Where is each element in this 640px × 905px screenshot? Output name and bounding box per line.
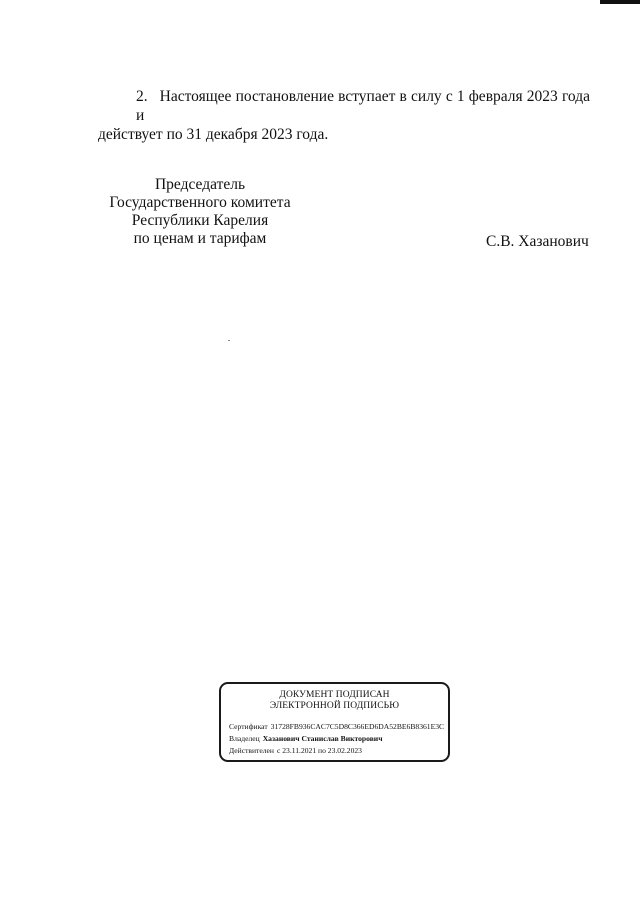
scan-edge-mark <box>600 0 640 4</box>
validity-value: с 23.11.2021 по 23.02.2023 <box>276 746 362 755</box>
clause-text-1: Настоящее постановление вступает в силу с 1 февраля 2023 года и <box>136 88 590 124</box>
signer-position-line: Государственного комитета <box>109 194 291 211</box>
signer-position <box>100 176 300 248</box>
certificate-value: 31728FB936CAC7C5D8C366ED6DA52BE6B8361E3C <box>270 722 445 731</box>
signer-position-line: Председатель <box>154 176 246 193</box>
stamp-heading-line: ДОКУМЕНТ ПОДПИСАН <box>279 690 390 700</box>
clause-line-2: действует по 31 декабря 2023 года. <box>98 126 329 143</box>
stamp-heading-line: ЭЛЕКТРОННОЙ ПОДПИСЬЮ <box>269 701 400 711</box>
stamp-heading <box>221 690 448 712</box>
signer-position-line: Республики Карелия <box>131 212 269 229</box>
scan-speck <box>228 340 230 341</box>
owner-value: Хазанович Станислав Викторович <box>262 734 383 743</box>
stamp-owner-row <box>229 734 382 743</box>
signer-name: С.В. Хазанович <box>486 233 589 250</box>
clause-number: 2. <box>136 88 148 105</box>
certificate-label: Сертификат <box>229 722 268 731</box>
electronic-signature-stamp <box>219 682 450 762</box>
stamp-certificate-row <box>229 722 444 731</box>
owner-label: Владелец <box>229 734 260 743</box>
clause-line-1 <box>98 87 590 125</box>
validity-label: Действителен <box>229 746 274 755</box>
signer-position-line: по ценам и тарифам <box>133 230 267 247</box>
clause-2 <box>98 87 590 144</box>
stamp-validity-row <box>229 746 362 755</box>
